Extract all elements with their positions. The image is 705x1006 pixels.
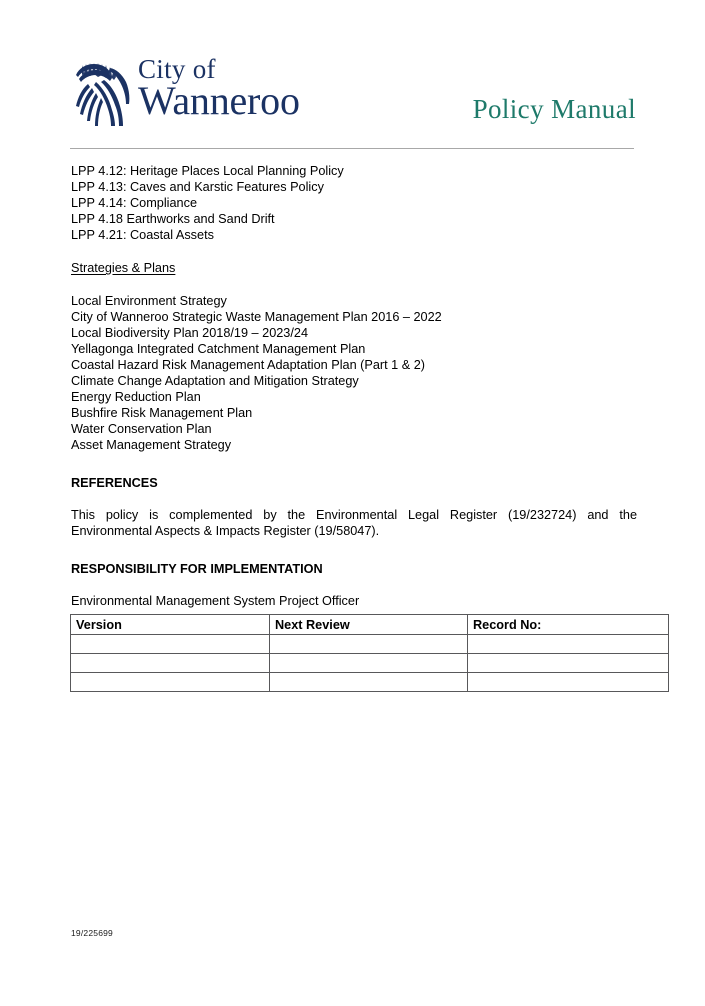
table-row (71, 673, 669, 692)
document-title: Policy Manual (472, 94, 636, 124)
header-divider (70, 148, 634, 149)
city-of-wanneroo-logo (70, 52, 300, 128)
logo-line-city-of: City of (138, 54, 216, 84)
cell-version[interactable] (71, 673, 270, 692)
table-header-row (71, 615, 669, 635)
spacer (71, 577, 637, 593)
strategies-and-plans-heading: Strategies & Plans (71, 261, 176, 275)
cell-version[interactable] (71, 654, 270, 673)
list-item: Climate Change Adaptation and Mitigation Strategy (71, 374, 359, 388)
spacer (71, 453, 637, 475)
list-item: Coastal Hazard Risk Management Adaptation Plan (Part 1 & 2) (71, 358, 426, 372)
list-item: LPP 4.18 Earthworks and Sand Drift (71, 212, 275, 226)
responsibility-text: Environmental Management System Project Officer (71, 594, 360, 608)
list-item: LPP 4.21: Coastal Assets (71, 228, 214, 242)
column-header-record-no: Record No: (468, 615, 669, 635)
list-item: LPP 4.13: Caves and Karstic Features Policy (71, 180, 324, 194)
logo-line-wanneroo: Wanneroo (138, 78, 300, 123)
list-item: Yellagonga Integrated Catchment Management Plan (71, 342, 366, 356)
document-body (71, 163, 637, 609)
column-header-next-review: Next Review (270, 615, 468, 635)
cell-version[interactable] (71, 635, 270, 654)
lpp-list (71, 163, 637, 243)
strategies-heading-row (71, 259, 637, 277)
cell-record-no[interactable] (468, 635, 669, 654)
document-header (70, 52, 636, 142)
references-paragraph: This policy is complemented by the Environmental Legal Register (19/232724) and the Environmental Aspects & Impacts Register (19/58047). (71, 508, 637, 538)
cell-next-review[interactable] (270, 673, 468, 692)
list-item: Water Conservation Plan (71, 422, 212, 436)
list-item: Asset Management Strategy (71, 438, 232, 452)
cell-record-no[interactable] (468, 654, 669, 673)
spacer (71, 539, 637, 561)
list-item: Local Environment Strategy (71, 294, 227, 308)
responsibility-heading: RESPONSIBILITY FOR IMPLEMENTATION (71, 562, 323, 576)
list-item: Local Biodiversity Plan 2018/19 – 2023/24 (71, 326, 308, 340)
list-item: LPP 4.12: Heritage Places Local Planning Policy (71, 164, 344, 178)
logo-wordmark (138, 52, 300, 121)
spacer (71, 243, 637, 259)
list-item: City of Wanneroo Strategic Waste Management Plan 2016 – 2022 (71, 310, 442, 324)
spacer (71, 491, 637, 507)
cell-next-review[interactable] (270, 635, 468, 654)
version-control-table (70, 614, 669, 692)
table-row (71, 635, 669, 654)
table-row (71, 654, 669, 673)
list-item: Energy Reduction Plan (71, 390, 201, 404)
spacer (71, 277, 637, 293)
strategies-list (71, 293, 637, 453)
list-item: LPP 4.14: Compliance (71, 196, 198, 210)
footer-record-number: 19/225699 (71, 928, 113, 938)
banksia-grasstree-emblem-icon (70, 56, 132, 128)
column-header-version: Version (71, 615, 270, 635)
list-item: Bushfire Risk Management Plan (71, 406, 253, 420)
cell-next-review[interactable] (270, 654, 468, 673)
references-heading: REFERENCES (71, 476, 158, 490)
cell-record-no[interactable] (468, 673, 669, 692)
